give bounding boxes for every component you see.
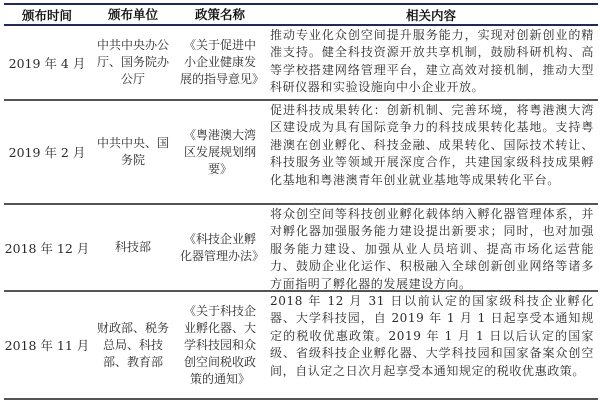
cell-policy: 《科技企业孵化器管理办法》 [180,231,265,263]
table-row [4,101,598,205]
cell-issuer: 中共中央办公厅、国务院办公厅 [96,38,169,86]
cell-date: 2019 年 2 月 [8,145,86,160]
cell-date: 2018 年 12 月 [4,240,90,256]
table-row [4,205,598,292]
table-header [4,3,598,26]
cell-issuer: 中共中央、国务院 [96,136,169,167]
cell-date: 2019 年 4 月 [8,55,86,71]
cell-content: 将众创空间等科技创业孵化载体纳入孵化器管理体系，并对孵化器加强服务能力建设提出新要求；同时，也对加强服务能力建设、加强从业人员培训、提高市场化运营能力、鼓励企业化运作、积极融入全球创新创业网络等诸多方面指明了孵化器的发展建设方向。 [270,207,594,291]
cell-content: 促进科技成果转化：创新机制、完善环境，将粤港澳大湾区建设成为具有国际竞争力的科技成果转化基地。支持粤港澳在创业孵化、科技金融、成果转化、国际技术转让、科技服务业等领域开展深度合作，共建国家级科技成果孵化基地和粤港澳青年创业就业基地等成果转化平台。 [270,103,594,187]
cell-policy: 《粤港澳大湾区发展规划纲要》 [183,127,256,176]
table-row [4,26,598,101]
header-issuer: 颁布单位 [107,7,158,22]
cell-content: 2018 年 12 月 31 日以前认定的国家级科技企业孵化器、大学科技园，自 2019 年 1 月 1 日起享受本通知规定的税收优惠政策。2019 年 1 月 1 日以后认定的国家级、省级科技企业孵化器、大学科技园和国家备案众创空间，自认定之日次月起享受本通知规定的税收优惠政策。 [270,294,594,378]
cell-policy: 《关于科技企业孵化器、大学科技园和众创空间税收政策的通知》 [183,303,256,386]
cell-issuer: 科技部 [114,240,151,254]
header-content: 相关内容 [405,7,456,23]
header-date: 颁布时间 [21,7,72,23]
header-policy: 政策名称 [194,7,245,22]
cell-content: 推动专业化众创空间提升服务能力，实现对创新创业的精准支持。健全科技资源开放共享机制，鼓励科研机构、高等学校搭建网络管理平台，建立高效对接机制，推动大型科研仪器和实验设施向中小企业开放。 [270,28,594,95]
table-row [4,292,598,400]
policy-table [4,3,598,400]
cell-issuer: 财政部、税务总局、科技部、教育部 [96,320,169,369]
cell-date: 2018 年 11 月 [4,338,90,353]
cell-policy: 《关于促进中小企业健康发展的指导意见》 [180,38,265,86]
